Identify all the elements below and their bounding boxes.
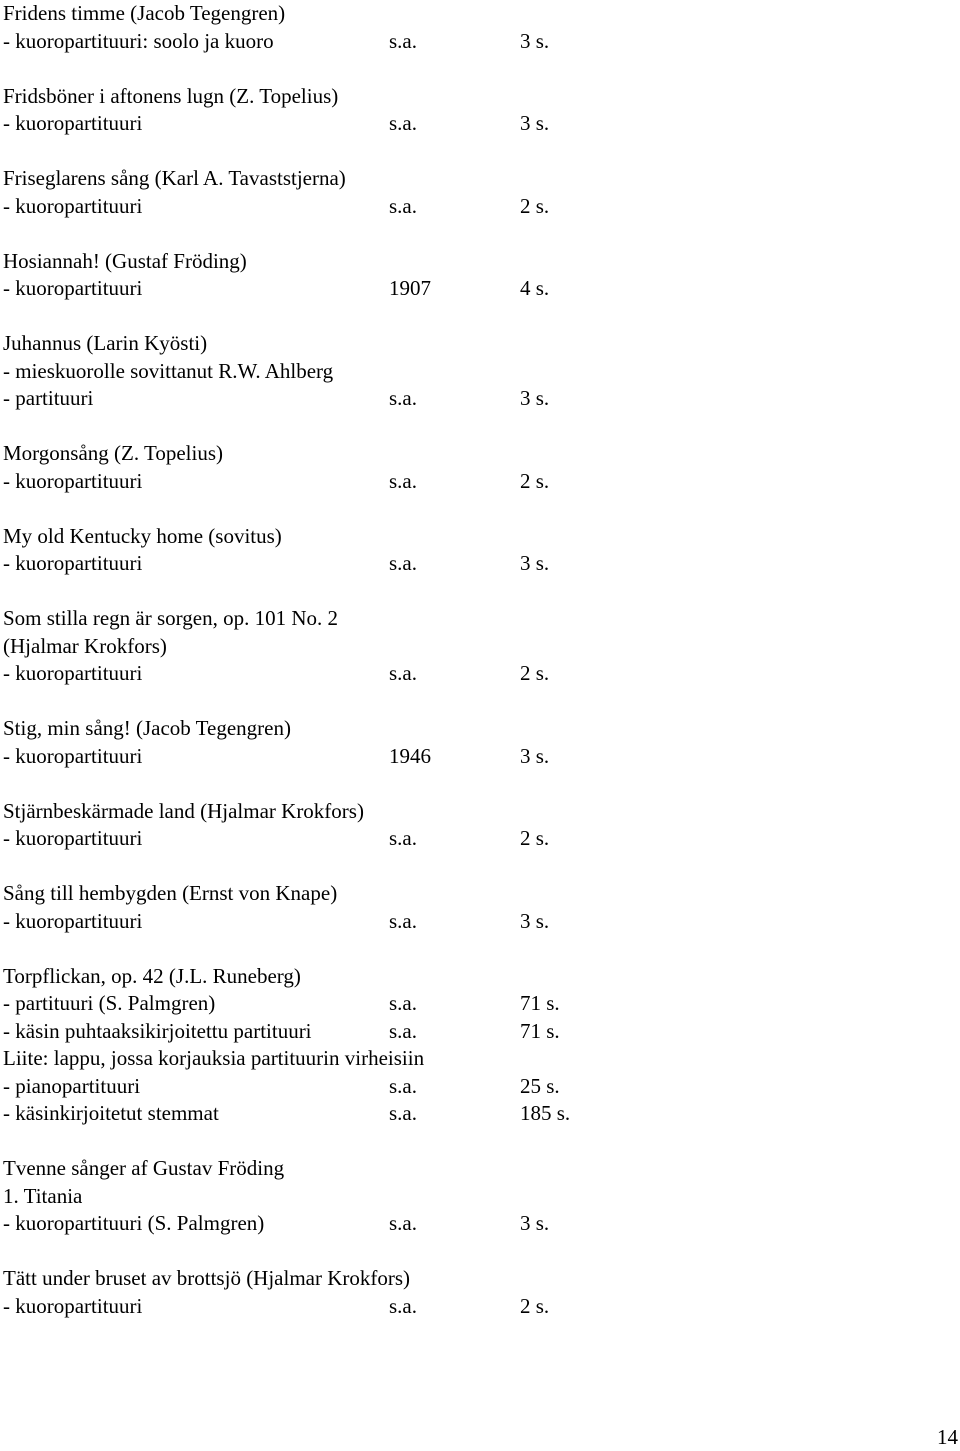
entry-note-text: - mieskuorolle sovittanut R.W. Ahlberg (3, 358, 334, 383)
entry-title (3, 1265, 903, 1293)
item-pages: 185 s. (520, 1101, 571, 1125)
item-date: s.a. (389, 551, 417, 575)
item-pages: 71 s. (520, 991, 560, 1015)
item-description: - kuoropartituuri (3, 468, 143, 493)
entry-note (3, 1045, 903, 1073)
entry-item-row (3, 1210, 903, 1238)
catalog-entry (3, 165, 903, 220)
entry-item-row (3, 468, 903, 496)
item-description: - kuoropartituuri (S. Palmgren) (3, 1211, 265, 1235)
item-description: - kuoropartituuri (3, 743, 143, 768)
entry-item-row (3, 908, 903, 936)
item-description: - partituuri (S. Palmgren) (3, 991, 216, 1015)
item-pages: 2 s. (520, 193, 550, 218)
entry-title-text: Stjärnbeskärmade land (Hjalmar Krokfors) (3, 798, 364, 823)
entry-title (3, 523, 903, 551)
entry-title-text: Stig, min sång! (Jacob Tegengren) (3, 716, 291, 740)
entry-item-row (3, 275, 903, 303)
item-pages: 2 s. (520, 661, 550, 685)
entry-title (3, 880, 903, 908)
item-pages: 2 s. (520, 826, 550, 850)
item-date: s.a. (389, 468, 417, 493)
item-pages: 3 s. (520, 386, 550, 410)
catalog-entry (3, 248, 903, 303)
item-date: 1946 (389, 743, 431, 768)
item-description: - kuoropartituuri: soolo ja kuoro (3, 28, 274, 53)
entry-item-row (3, 825, 903, 853)
item-description: - kuoropartituuri (3, 111, 143, 135)
entry-title (3, 1155, 903, 1183)
item-date: s.a. (389, 386, 417, 410)
page-number: 14 (937, 1425, 958, 1449)
entry-title (3, 83, 903, 111)
entry-item-row (3, 110, 903, 138)
catalog-entry (3, 798, 903, 853)
entry-title-text: Tvenne sånger af Gustav Fröding (3, 1156, 285, 1180)
item-pages: 3 s. (520, 743, 550, 768)
entry-item-row (3, 1293, 903, 1321)
item-pages: 3 s. (520, 1211, 550, 1235)
catalog-entry (3, 0, 903, 55)
item-description: - kuoropartituuri (3, 551, 143, 575)
item-date: s.a. (389, 111, 417, 135)
item-date: s.a. (389, 1101, 417, 1125)
item-pages: 2 s. (520, 1293, 550, 1318)
entry-title (3, 963, 903, 991)
item-date: s.a. (389, 28, 417, 53)
catalog-entry (3, 440, 903, 495)
item-date: s.a. (389, 1073, 417, 1098)
item-description: - pianopartituuri (3, 1073, 141, 1098)
item-description: - kuoropartituuri (3, 193, 143, 218)
entry-title-text: Fridsböner i aftonens lugn (Z. Topelius) (3, 83, 339, 108)
entry-title (3, 248, 903, 276)
item-pages: 3 s. (520, 111, 550, 135)
entry-title-text: Tätt under bruset av brottsjö (Hjalmar Krokfors) (3, 1266, 411, 1290)
item-description: - käsin puhtaaksikirjoitettu partituuri (3, 1018, 312, 1043)
entry-item-row (3, 193, 903, 221)
item-pages: 3 s. (520, 28, 550, 53)
entry-title (3, 330, 903, 358)
entry-item-row (3, 1073, 903, 1101)
item-date: s.a. (389, 908, 417, 933)
catalog-entry (3, 880, 903, 935)
catalog-list (3, 0, 903, 1348)
entry-title-text: Fridens timme (Jacob Tegengren) (3, 1, 286, 25)
item-description: - partituuri (3, 386, 94, 410)
entry-item-row (3, 385, 903, 413)
catalog-entry (3, 715, 903, 770)
entry-item-row (3, 743, 903, 771)
entry-title-text: Hosiannah! (Gustaf Fröding) (3, 248, 247, 273)
catalog-entry (3, 83, 903, 138)
entry-item-row (3, 28, 903, 56)
item-pages: 25 s. (520, 1073, 560, 1098)
entry-item-row (3, 990, 903, 1018)
item-date: 1907 (389, 276, 431, 300)
entry-title-text: Morgonsång (Z. Topelius) (3, 441, 223, 465)
catalog-entry (3, 330, 903, 413)
item-pages: 2 s. (520, 468, 550, 493)
entry-item-row (3, 1100, 903, 1128)
item-date: s.a. (389, 826, 417, 850)
entry-title-text: Sång till hembygden (Ernst von Knape) (3, 881, 338, 905)
entry-item-row (3, 550, 903, 578)
entry-title (3, 798, 903, 826)
entry-title-text: Torpflickan, op. 42 (J.L. Runeberg) (3, 963, 301, 988)
item-description: - käsinkirjoitetut stemmat (3, 1101, 219, 1125)
item-date: s.a. (389, 193, 417, 218)
entry-note-text: 1. Titania (3, 1183, 83, 1208)
item-description: - kuoropartituuri (3, 1293, 143, 1318)
entry-title-text: My old Kentucky home (sovitus) (3, 523, 282, 548)
catalog-entry (3, 605, 903, 688)
catalog-entry (3, 1265, 903, 1320)
entry-title-text: Friseglarens sång (Karl A. Tavaststjerna) (3, 166, 346, 190)
entry-note-text: (Hjalmar Krokfors) (3, 633, 167, 658)
entry-item-row (3, 660, 903, 688)
item-date: s.a. (389, 991, 417, 1015)
entry-title (3, 715, 903, 743)
item-pages: 3 s. (520, 908, 550, 933)
entry-item-row (3, 1018, 903, 1046)
catalog-entry (3, 963, 903, 1128)
entry-title (3, 0, 903, 28)
entry-title (3, 165, 903, 193)
item-description: - kuoropartituuri (3, 908, 143, 933)
item-pages: 71 s. (520, 1018, 560, 1043)
item-description: - kuoropartituuri (3, 826, 143, 850)
item-date: s.a. (389, 661, 417, 685)
item-date: s.a. (389, 1293, 417, 1318)
item-description: - kuoropartituuri (3, 276, 143, 300)
item-pages: 3 s. (520, 551, 550, 575)
catalog-entry (3, 1155, 903, 1238)
item-date: s.a. (389, 1018, 417, 1043)
entry-title-text: Som stilla regn är sorgen, op. 101 No. 2 (3, 606, 338, 630)
item-description: - kuoropartituuri (3, 661, 143, 685)
entry-note (3, 358, 903, 386)
entry-title (3, 605, 903, 633)
entry-note (3, 633, 903, 661)
catalog-entry (3, 523, 903, 578)
item-date: s.a. (389, 1211, 417, 1235)
entry-note (3, 1183, 903, 1211)
entry-title (3, 440, 903, 468)
entry-title-text: Juhannus (Larin Kyösti) (3, 331, 208, 355)
item-pages: 4 s. (520, 276, 550, 300)
entry-note-text: Liite: lappu, jossa korjauksia partituurin virheisiin (3, 1046, 425, 1070)
